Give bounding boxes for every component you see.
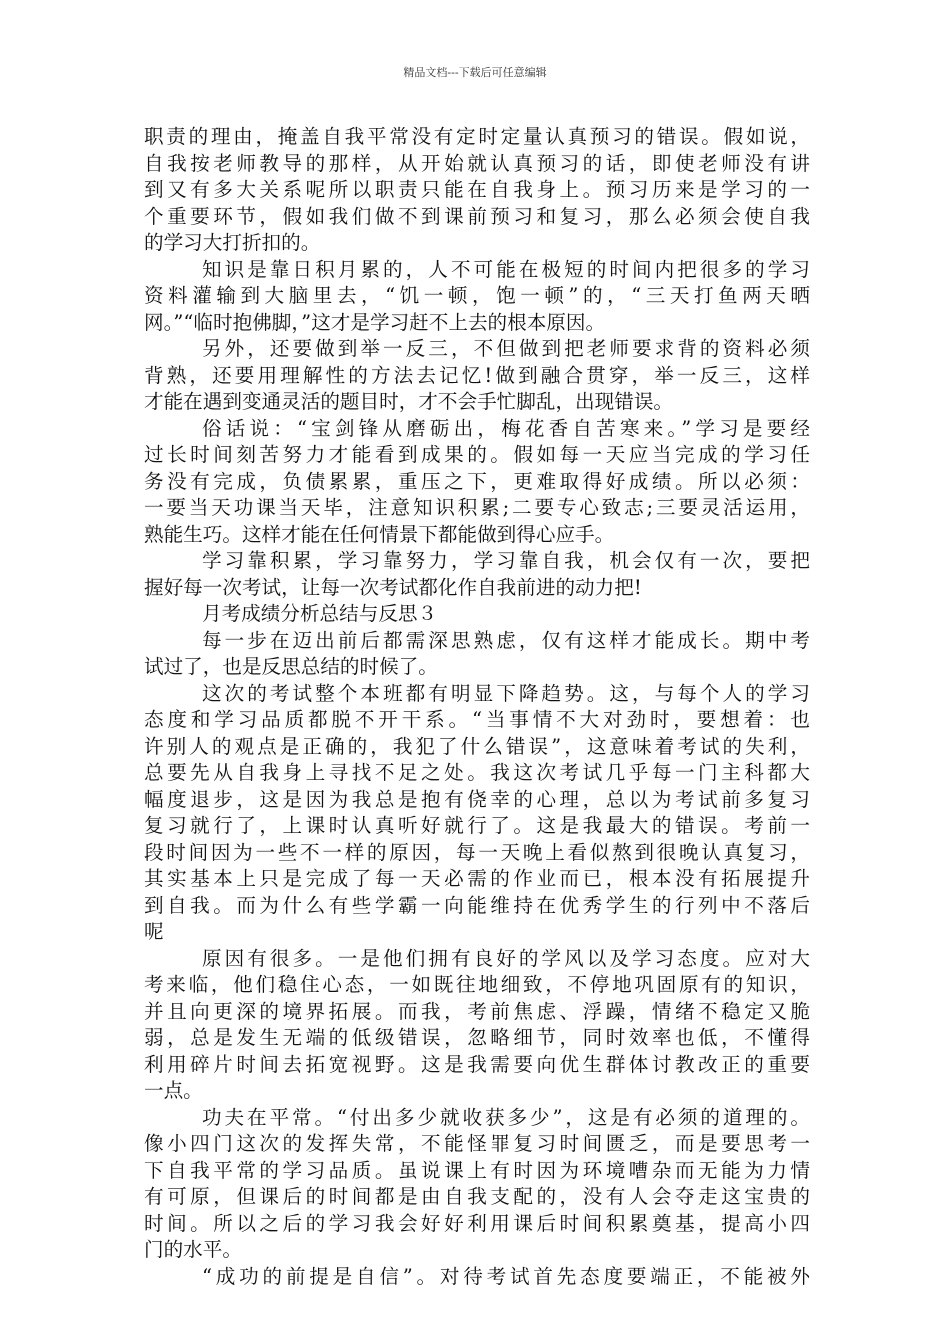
text-line: “成功的前提是自信”。对待考试首先态度要端正，不能被外 <box>202 1264 810 1288</box>
page-header: 精品文档---下载后可任意编辑 <box>403 66 547 79</box>
text-line: 俗话说：“宝剑锋从磨砺出，梅花香自苦寒来。”学习是要经 <box>202 416 810 440</box>
text-line: 月考成绩分析总结与反思３ <box>202 602 438 625</box>
text-line: 试过了，也是反思总结的时候了。 <box>144 655 438 678</box>
text-line: 这次的考试整个本班都有明显下降趋势。这，与每个人的学习 <box>202 681 810 705</box>
text-line: 时间。所以之后的学习我会好好利用课后时间积累奠基，提高小四 <box>144 1211 810 1235</box>
text-line: 考来临，他们稳住心态，一如既往地细致，不停地巩固原有的知识， <box>144 973 810 996</box>
text-line: 熟能生巧。这样才能在任何情景下都能做到得心应手。 <box>144 522 615 546</box>
text-line: 知识是靠日积月累的，人不可能在极短的时间内把很多的学习 <box>202 257 810 281</box>
text-line: 一点。 <box>144 1079 203 1102</box>
text-line: 其实基本上只是完成了每一天必需的作业而已，根本没有拓展提升 <box>144 867 810 890</box>
text-line: 有可原，但课后的时间都是由自我支配的，没有人会夺走这宝贵的 <box>144 1185 810 1208</box>
text-line: 自我按老师教导的那样，从开始就认真预习的话，即使老师没有讲 <box>144 151 810 175</box>
text-line: 幅度退步，这是因为我总是抱有侥幸的心理，总以为考试前多复习 <box>144 787 810 811</box>
text-line: 才能在遇到变通灵活的题目时，才不会手忙脚乱，出现错误。 <box>144 390 674 413</box>
text-line: 另外，还要做到举一反三，不但做到把老师要求背的资料必须 <box>202 337 810 360</box>
document-body <box>144 124 810 1290</box>
text-line: 到又有多大关系呢所以职责只能在自我身上。预习历来是学习的一 <box>144 178 810 201</box>
text-line: 呢 <box>144 920 164 943</box>
text-line: 的学习大打折扣的。 <box>144 231 321 254</box>
text-line: 过长时间刻苦努力才能看到成果的。假如每一天应当完成的学习任 <box>144 443 810 466</box>
text-line: 利用碎片时间去拓宽视野。这是我需要向优生群体讨教改正的重要 <box>144 1052 810 1076</box>
text-line: 态度和学习品质都脱不开干系。“当事情不大对劲时，要想着：也 <box>144 708 810 731</box>
text-line: 原因有很多。一是他们拥有良好的学风以及学习态度。应对大 <box>202 946 810 970</box>
text-line: 门的水平。 <box>144 1238 242 1261</box>
text-line: 许别人的观点是正确的，我犯了什么错误”，这意味着考试的失利， <box>144 734 810 758</box>
text-line: 弱，总是发生无端的低级错误，忽略细节，同时效率也低，不懂得 <box>144 1026 810 1049</box>
text-line: 学习靠积累，学习靠努力，学习靠自我，机会仅有一次，要把 <box>202 549 810 572</box>
text-line: 务没有完成，负债累累，重压之下，更难取得好成绩。所以必须： <box>144 469 810 493</box>
text-line: 并且向更深的境界拓展。而我，考前焦虑、浮躁，情绪不稳定又脆 <box>144 999 810 1023</box>
text-line: 背熟，还要用理解性的方法去记忆!做到融合贯穿，举一反三，这样 <box>144 363 810 387</box>
text-line: 复习就行了，上课时认真听好就行了。这是我最大的错误。考前一 <box>144 814 810 837</box>
text-line: 职责的理由，掩盖自我平常没有定时定量认真预习的错误。假如说， <box>144 125 810 148</box>
text-line: 一要当天功课当天毕，注意知识积累;二要专心致志;三要灵活运用， <box>144 496 810 519</box>
text-line: 每一步在迈出前后都需深思熟虑，仅有这样才能成长。期中考 <box>202 628 810 652</box>
text-line: 个重要环节，假如我们做不到课前预习和复习，那么必须会使自我 <box>144 204 810 228</box>
text-line: 到自我。而为什么有些学霸一向能维持在优秀学生的行列中不落后 <box>144 893 810 917</box>
text-line: 像小四门这次的发挥失常，不能怪罪复习时间匮乏，而是要思考一 <box>144 1132 810 1155</box>
text-line: 功夫在平常。“付出多少就收获多少”，这是有必须的道理的。 <box>202 1105 810 1129</box>
text-line: 资料灌输到大脑里去，“饥一顿，饱一顿”的，“三天打鱼两天晒 <box>144 284 810 307</box>
text-line: 段时间因为一些不一样的原因，每一天晚上看似熬到很晚认真复习， <box>144 840 810 864</box>
text-line: 网。”“临时抱佛脚，”这才是学习赶不上去的根本原因。 <box>144 310 606 334</box>
text-line: 下自我平常的学习品质。虽说课上有时因为环境嘈杂而无能为力情 <box>144 1158 810 1182</box>
text-line: 握好每一次考试，让每一次考试都化作自我前进的动力把! <box>144 575 642 599</box>
text-line: 总要先从自我身上寻找不足之处。我这次考试几乎每一门主科都大 <box>144 761 810 784</box>
